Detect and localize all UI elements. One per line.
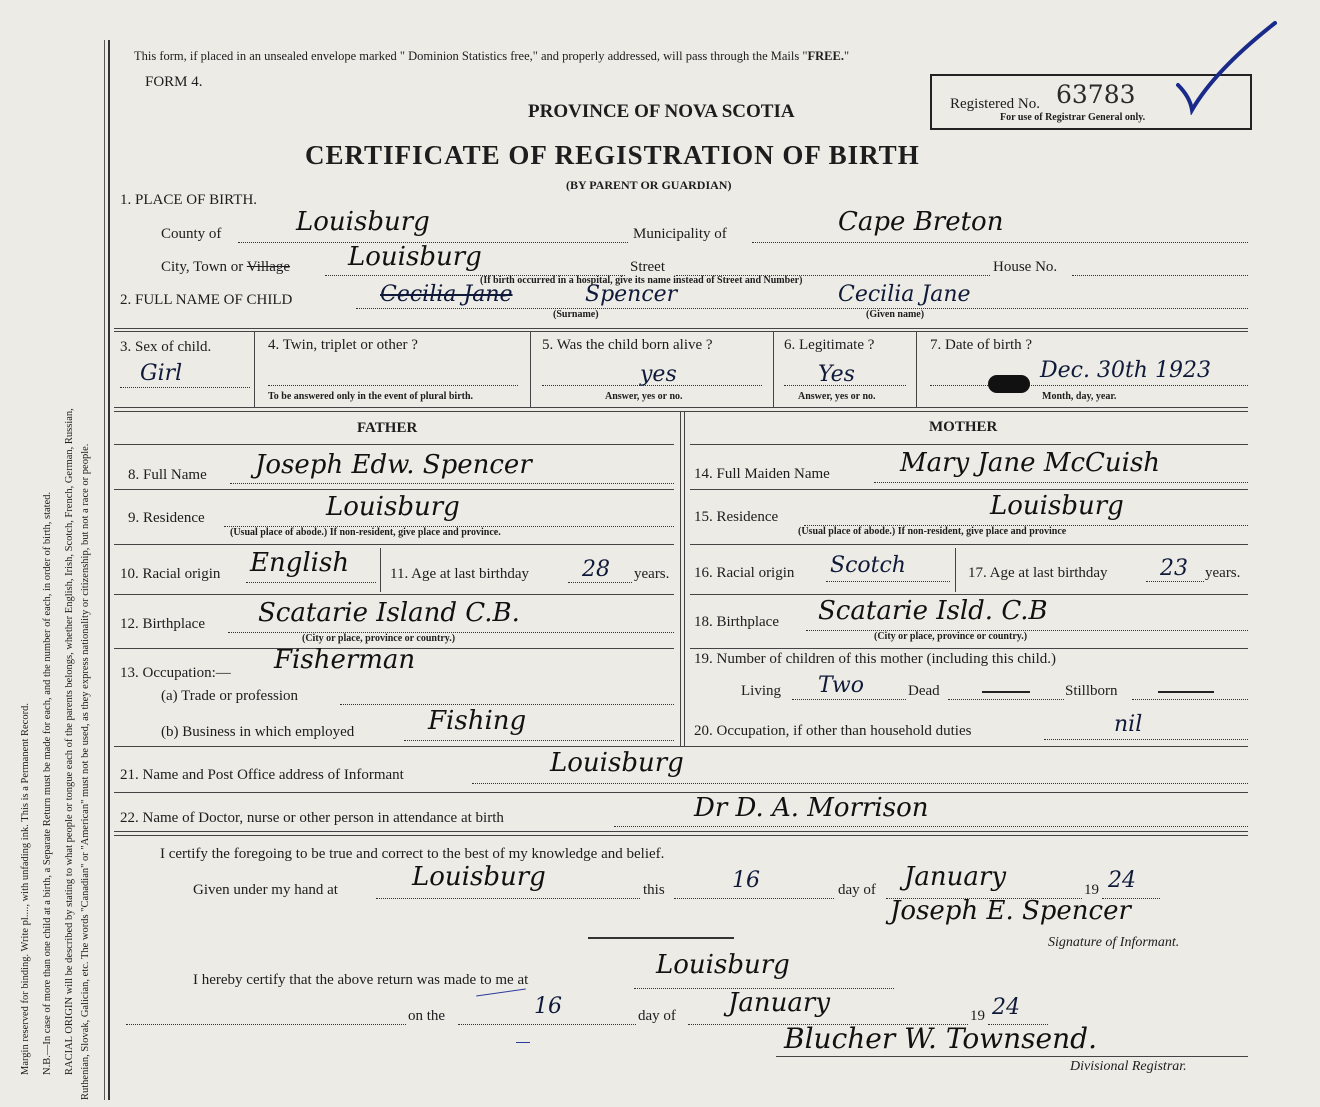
mother-residence-note: (Usual place of abode.) If non-resident, give place and province [798, 526, 1067, 537]
father-years: years. [634, 566, 670, 582]
certificate-subtitle: (BY PARENT OR GUARDIAN) [566, 178, 732, 192]
surname-label: (Surname) [553, 309, 599, 320]
rule [114, 411, 1248, 412]
dob-value: Dec. 30th 1923 [1040, 358, 1211, 383]
father-age-line [568, 582, 632, 583]
living-label: Living [741, 683, 781, 699]
municipality-label: Municipality of [633, 226, 727, 242]
father-birthplace-note: (City or place, province or country.) [302, 633, 456, 644]
on-year-prefix: 19 [970, 1008, 985, 1024]
street-label: Street [630, 259, 665, 275]
registrar-note: For use of Registrar General only. [1000, 112, 1146, 123]
mother-heading: MOTHER [929, 419, 998, 435]
form-number: FORM 4. [145, 74, 203, 90]
mother-name-line [874, 482, 1248, 483]
province-title: PROVINCE OF NOVA SCOTIA [528, 101, 795, 122]
informant-line [472, 783, 1248, 784]
given-place: Louisburg [412, 862, 546, 892]
day-line [674, 898, 834, 899]
father-name-value: Joseph Edw. Spencer [255, 450, 532, 480]
mother-name-value: Mary Jane McCuish [900, 448, 1161, 478]
signature-label: Signature of Informant. [1048, 935, 1180, 950]
rule [690, 648, 1248, 649]
mother-years: years. [1205, 565, 1241, 581]
child-name-label: 2. FULL NAME OF CHILD [120, 292, 293, 308]
city-value: Louisburg [348, 242, 482, 272]
dob-label: 7. Date of birth ? [930, 337, 1033, 353]
ink-mark [516, 1042, 530, 1043]
rule [114, 489, 674, 490]
rule [114, 331, 1248, 332]
mother-name-label: 14. Full Maiden Name [694, 466, 830, 482]
rule [773, 331, 774, 407]
rule [254, 331, 255, 407]
center-rule [684, 411, 685, 747]
stillborn-dash [1158, 691, 1214, 693]
margin-binding-note: Margin reserved for binding. Write pl...., with unfading ink. This is a Permanent Record. [20, 703, 31, 1075]
mother-age-label: 17. Age at last birthday [968, 565, 1108, 581]
father-residence-value: Louisburg [326, 492, 460, 522]
registrar-rule [776, 1056, 1248, 1057]
father-birthplace-value: Scatarie Island C.B. [258, 598, 520, 628]
informant-label: 21. Name and Post Office address of Informant [120, 767, 404, 783]
alive-label: 5. Was the child born alive ? [542, 337, 713, 353]
on-day-line [458, 1024, 636, 1025]
doctor-line [614, 826, 1248, 827]
mother-birthplace-label: 18. Birthplace [694, 614, 779, 630]
day-of-label: day of [838, 882, 876, 898]
father-racial-line [246, 582, 376, 583]
certificate-title: CERTIFICATE OF REGISTRATION OF BIRTH [305, 140, 920, 170]
twin-line [268, 385, 518, 386]
father-residence-label: 9. Residence [128, 510, 205, 526]
rule [114, 444, 674, 445]
rule [114, 407, 1248, 408]
mother-racial-value: Scotch [830, 553, 906, 578]
child-name-struck: Cecilia Jane [380, 282, 513, 307]
business-label: (b) Business in which employed [161, 724, 355, 740]
registered-label: Registered No. [950, 96, 1040, 112]
mother-birthplace-note: (City or place, province or country.) [874, 631, 1028, 642]
rule [690, 544, 1248, 545]
signature-rule [588, 937, 734, 939]
sex-label: 3. Sex of child. [120, 339, 212, 355]
informant-signature: Joseph E. Spencer [890, 896, 1131, 926]
doctor-label: 22. Name of Doctor, nurse or other person in attendance at birth [120, 810, 504, 826]
rule [690, 489, 1248, 490]
registered-number: 63783 [1056, 80, 1136, 109]
hospital-note: (If birth occurred in a hospital, give its name instead of Street and Number) [480, 275, 803, 286]
hereby-place: Louisburg [656, 950, 790, 980]
child-given-name: Cecilia Jane [838, 282, 971, 307]
place-of-birth-label: 1. PLACE OF BIRTH. [120, 192, 258, 208]
doctor-value: Dr D. A. Morrison [694, 793, 929, 823]
checkmark-icon [1170, 15, 1280, 115]
given-name-label: (Given name) [866, 309, 925, 320]
on-the-label: on the [408, 1008, 446, 1024]
sex-line [120, 387, 250, 388]
on-the-leading-line [126, 1024, 406, 1025]
twin-note: To be answered only in the event of plural birth. [268, 391, 474, 402]
mother-racial-line [826, 581, 950, 582]
this-label: this [643, 882, 665, 898]
mother-children-label: 19. Number of children of this mother (including this child.) [694, 651, 1057, 667]
rule [690, 594, 1248, 595]
mother-age-line [1146, 581, 1204, 582]
house-line [1072, 275, 1248, 276]
trade-line [340, 704, 674, 705]
father-racial-value: English [250, 548, 350, 578]
registrar-label: Divisional Registrar. [1070, 1059, 1187, 1074]
rule [530, 331, 531, 407]
village-label: Village [246, 259, 291, 275]
rule [916, 331, 917, 407]
house-label: House No. [993, 259, 1058, 275]
margin-nb-note: N.B.—In case of more than one child at a birth, a Separate Return must be made for each, and the number of each, in order of birth, stated. [42, 491, 53, 1075]
dob-line [930, 385, 1248, 386]
sex-value: Girl [140, 361, 183, 386]
given-label: Given under my hand at [193, 882, 338, 898]
city-label: City, Town or Village [161, 259, 291, 275]
business-line [404, 740, 674, 741]
dead-line [948, 699, 1064, 700]
father-occupation-label: 13. Occupation:— [120, 665, 231, 681]
municipality-line [752, 242, 1248, 243]
county-value: Louisburg [296, 207, 430, 237]
child-name-line [356, 308, 1248, 309]
legit-value: Yes [818, 362, 855, 387]
mother-occupation-label: 20. Occupation, if other than household duties [694, 723, 972, 739]
margin-racial-note-2: Ruthenian, Slovak, Galician, etc. The words "Canadian" or "American" must not be used, as they express nationality or citizenship, but not a race or people. [80, 443, 91, 1100]
on-day: 16 [534, 994, 562, 1019]
child-surname: Spencer [585, 282, 678, 307]
given-day: 16 [732, 868, 760, 893]
alive-value: yes [640, 362, 677, 387]
on-year: 24 [992, 995, 1020, 1020]
year-prefix: 19 [1084, 882, 1099, 898]
father-name-label: 8. Full Name [128, 467, 207, 483]
legit-label: 6. Legitimate ? [784, 337, 875, 353]
rule [690, 444, 1248, 445]
mother-occupation-value: nil [1114, 712, 1143, 737]
father-heading: FATHER [357, 420, 418, 436]
dead-dash [982, 691, 1030, 693]
dob-note: Month, day, year. [1042, 391, 1117, 402]
on-month: January [728, 988, 831, 1018]
margin-rule-2 [108, 40, 110, 1100]
postal-notice: This form, if placed in an unsealed envelope marked " Dominion Statistics free," and properly addressed, will pass through the Mails "FREE." [134, 49, 850, 63]
father-name-line [230, 483, 674, 484]
rule [380, 548, 381, 592]
rule [114, 792, 1248, 793]
rule [114, 831, 1248, 832]
father-age-label: 11. Age at last birthday [390, 566, 529, 582]
ink-mark [476, 989, 526, 997]
rule [114, 746, 1248, 747]
margin-rule [104, 40, 105, 1100]
father-occupation-value: Fisherman [274, 645, 416, 675]
municipality-value: Cape Breton [838, 207, 1004, 237]
center-rule [680, 411, 681, 747]
margin-racial-note: RACIAL ORIGIN will be described by stating to what people or tongue each of the parents belongs, whether English, Irish, Scotch, French, German, Russian, [64, 408, 75, 1075]
alive-note: Answer, yes or no. [605, 391, 683, 402]
informant-value: Louisburg [550, 748, 684, 778]
rule [114, 594, 674, 595]
mother-occupation-line [1044, 739, 1248, 740]
free-text: FREE. [807, 49, 844, 63]
given-line [376, 898, 640, 899]
ink-blot [988, 375, 1030, 393]
father-residence-note: (Usual place of abode.) If non-resident, give place and province. [230, 527, 501, 538]
stillborn-line [1132, 699, 1248, 700]
stillborn-label: Stillborn [1065, 683, 1118, 699]
father-birthplace-label: 12. Birthplace [120, 616, 205, 632]
mother-racial-label: 16. Racial origin [694, 565, 795, 581]
day-of-label-2: day of [638, 1008, 676, 1024]
registrar-signature: Blucher W. Townsend. [784, 1022, 1097, 1055]
living-line [792, 699, 906, 700]
trade-label: (a) Trade or profession [161, 688, 299, 704]
mother-age-value: 23 [1160, 556, 1188, 581]
mother-residence-label: 15. Residence [694, 509, 779, 525]
county-label: County of [161, 226, 222, 242]
rule [114, 544, 674, 545]
certify-statement: I certify the foregoing to be true and correct to the best of my knowledge and belief. [160, 846, 665, 862]
business-value: Fishing [428, 706, 527, 736]
hereby-label: I hereby certify that the above return was made to me at [193, 972, 529, 988]
legit-note: Answer, yes or no. [798, 391, 876, 402]
rule [955, 548, 956, 592]
father-racial-label: 10. Racial origin [120, 566, 221, 582]
given-year: 24 [1108, 868, 1136, 893]
dead-label: Dead [908, 683, 940, 699]
twin-label: 4. Twin, triplet or other ? [268, 337, 418, 353]
mother-birthplace-value: Scatarie Isld. C.B [818, 596, 1048, 626]
given-month: January [904, 862, 1007, 892]
father-age-value: 28 [582, 557, 610, 582]
rule [114, 835, 1248, 836]
living-value: Two [818, 673, 864, 698]
rule [114, 328, 1248, 329]
mother-residence-value: Louisburg [990, 491, 1124, 521]
